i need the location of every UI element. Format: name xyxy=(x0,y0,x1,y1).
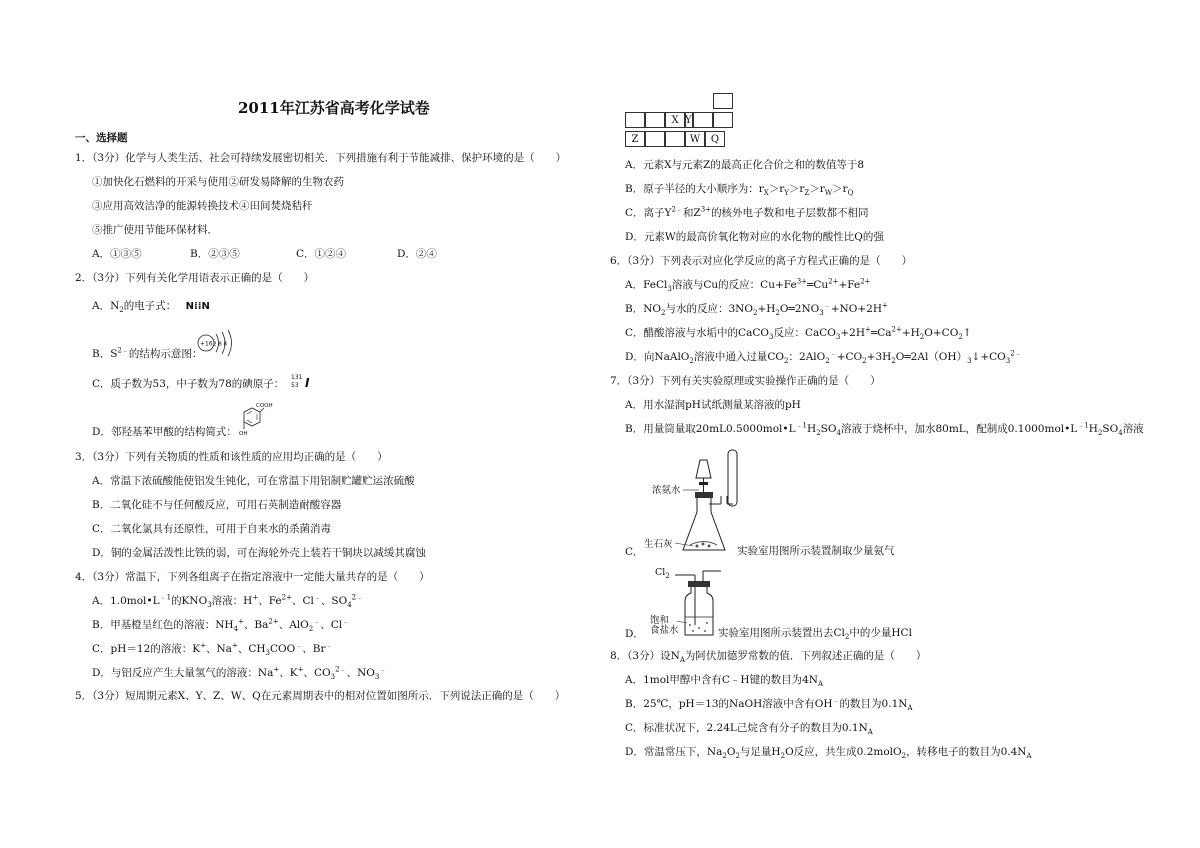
q8-stem: 8．（3分）设$N_A$为阿伏加德罗常数的值．下列叙述正确的是（ ） xyxy=(610,650,927,665)
s-shell-electrons: 2 8 8 xyxy=(213,341,227,348)
q1-line2: ③应用高效洁净的能源转换技术④田间焚烧秸秆 xyxy=(92,200,313,212)
q4-option-b: B．甲基橙呈红色的溶液：$NH_4^+$、$Ba^{2+}$、AlO$_2$﹣、Cl﹣ xyxy=(92,617,350,634)
q8-option-d: D．常温常压下，$Na_2O_2$与足量$H_2O$反应，共生成0.2molO$_2$，转移电子的数目为$0.4N_A$ xyxy=(625,746,1032,761)
quicklime-label: 生石灰 xyxy=(644,539,673,550)
element-z: Z xyxy=(631,134,639,145)
q2-option-d: D．邻羟基苯甲酸的结构简式： xyxy=(92,426,237,438)
s-nucleus-label: +16 xyxy=(200,340,213,348)
q7-option-c-label: C． xyxy=(625,546,644,558)
q5-option-b: B．原子半径的大小顺序为：$r_X>r_Y>r_Z>r_W>r_Q$ xyxy=(625,183,854,198)
q7-stem: 7．（3分）下列有关实验原理或实验操作正确的是（ ） xyxy=(610,375,881,387)
q5-option-a: A．元素X与元素Z的最高正化合价之和的数值等于8 xyxy=(625,159,865,171)
q2-option-b: B．$S^{2﹣}$的结构示意图： xyxy=(92,346,203,360)
q1-option-a: A．①③⑤ xyxy=(92,248,142,260)
q2-stem: 2．（3分）下列有关化学用语表示正确的是（ ） xyxy=(75,272,315,284)
q6-stem: 6．（3分）下列表示对应化学反应的离子方程式正确的是（ ） xyxy=(610,255,913,267)
q8-option-b: B．25℃，pH＝13的NaOH溶液中含有OH﹣的数目为$0.1N_A$ xyxy=(625,696,913,713)
n2-electron-formula: N⁞⁞N xyxy=(185,301,210,312)
q1-stem: 1．（3分）化学与人类生活、社会可持续发展密切相关．下列措施有利于节能减排、保护环境的是（ ） xyxy=(75,152,567,164)
q4-option-d: D．与铝反应产生大量氢气的溶液：Na+、K+、$CO_3^{2﹣}$、$NO_3^﹣$ xyxy=(92,665,387,682)
q1-option-c: C．①②④ xyxy=(296,248,347,260)
q1-option-d: D．②④ xyxy=(397,248,437,260)
element-w: W xyxy=(689,134,701,145)
q4-option-c: C．pH＝12的溶液：K+、Na+、$CH_3COO^﹣$、Br﹣ xyxy=(92,641,333,658)
q6-option-d: D．向NaAlO$_2$溶液中通入过量$CO_2$：$2AlO_2^﹣+CO_2+3H_2O═2Al(OH)_3↓+CO_3^{2﹣}$ xyxy=(625,349,1022,366)
q4-stem: 4．（3分）常温下，下列各组离子在指定溶液中一定能大量共存的是（ ） xyxy=(75,571,430,583)
q8-option-a: A．1mol甲醇中含有C﹣H键的数目为$4N_A$ xyxy=(625,674,824,689)
salicylic-acid-structure xyxy=(232,402,274,438)
q5-option-c: C．离子$Y^{2﹣}$和$Z^{3+}$的核外电子数和电子层数都不相同 xyxy=(625,205,869,219)
q7-option-a: A．用水湿润pH试纸测量某溶液的pH xyxy=(625,399,801,411)
page-title: 2011年江苏省高考化学试卷 xyxy=(238,99,430,117)
q1-option-b: B．②③⑤ xyxy=(190,248,240,260)
q6-option-c: C．醋酸溶液与水垢中的CaCO$_3$反应：$CaCO_3+2H^+═Ca^{2+}+H_2O+CO_2↑$ xyxy=(625,325,972,342)
q5-option-d: D．元素W的最高价氧化物对应的水化物的酸性比Q的强 xyxy=(625,231,884,243)
q1-line1: ①加快化石燃料的开采与使用②研发易降解的生物农药 xyxy=(92,176,344,188)
brine-label-2: 食盐水 xyxy=(650,625,679,636)
q7-option-c-text: 实验室用图所示装置制取少量氨气 xyxy=(737,545,895,557)
q3-option-a: A．常温下浓硫酸能使铝发生钝化，可在常温下用铝制贮罐贮运浓硫酸 xyxy=(92,475,415,487)
cooh-label: COOH xyxy=(256,403,273,409)
conc-ammonia-label: 浓氨水 xyxy=(652,485,681,496)
element-y: Y xyxy=(685,115,692,126)
element-x: X xyxy=(671,115,679,126)
q6-option-a: A．FeCl$_3$溶液与Cu的反应：$Cu+Fe^{3+}═Cu^{2+}+Fe^{2+}$ xyxy=(625,277,871,294)
q8-option-c: C．标准状况下，2.24L己烷含有分子的数目为$0.1N_A$ xyxy=(625,722,873,737)
q1-line3: ⑤推广使用节能环保材料． xyxy=(92,224,218,236)
section-heading: 一、选择题 xyxy=(75,132,128,144)
oh-label: OH xyxy=(239,431,248,437)
q7-option-d-label: D． xyxy=(625,628,644,640)
periodic-table-fragment xyxy=(625,93,733,150)
q6-option-b: B．$NO_2$与水的反应：$3NO_2+H_2O═2NO_3^﹣+NO+2H^+$ xyxy=(625,301,888,318)
q2-option-a: A．$N_2$的电子式： N⁞⁞N xyxy=(92,300,210,315)
cl2-label: $Cl_2$ xyxy=(655,567,670,580)
q3-option-b: B．二氧化硅不与任何酸反应，可用石英制造耐酸容器 xyxy=(92,499,342,511)
q5-stem: 5．（3分）短周期元素X、Y、Z、W、Q在元素周期表中的相对位置如图所示．下列说法正确的是（ ） xyxy=(75,690,566,702)
brine-label-1: 饱和 xyxy=(650,615,670,626)
q4-option-a: A．$1.0mol•L^{﹣1}$的$KNO_3$溶液：H+、$Fe^{2+}$、Cl﹣、$SO_4^{2﹣}$ xyxy=(92,593,364,610)
q2-option-c: C．质子数为53，中子数为78的碘原子： xyxy=(92,378,285,390)
element-q: Q xyxy=(710,134,720,145)
q3-option-d: D．铜的金属活泼性比铁的弱，可在海轮外壳上装若干铜块以减缓其腐蚀 xyxy=(92,547,426,559)
q3-stem: 3．（3分）下列有关物质的性质和该性质的应用均正确的是（ ） xyxy=(75,451,388,463)
iodine-nuclide-symbol: 131 53 I xyxy=(291,374,310,390)
q7-option-d-text: 实验室用图所示装置出去$Cl_2$中的少量HCl xyxy=(718,627,912,642)
q7-option-b: B．用量筒量取$20mL0.5000mol•L^{﹣1}H_2SO_4$溶液于烧杯中，加水80mL，配制成$0.1000mol•L^{﹣1}H_2SO_4$溶液 xyxy=(625,421,1144,438)
q3-option-c: C．二氧化氯具有还原性，可用于自来水的杀菌消毒 xyxy=(92,523,332,535)
sulfur-ion-structure-diagram xyxy=(196,330,240,358)
